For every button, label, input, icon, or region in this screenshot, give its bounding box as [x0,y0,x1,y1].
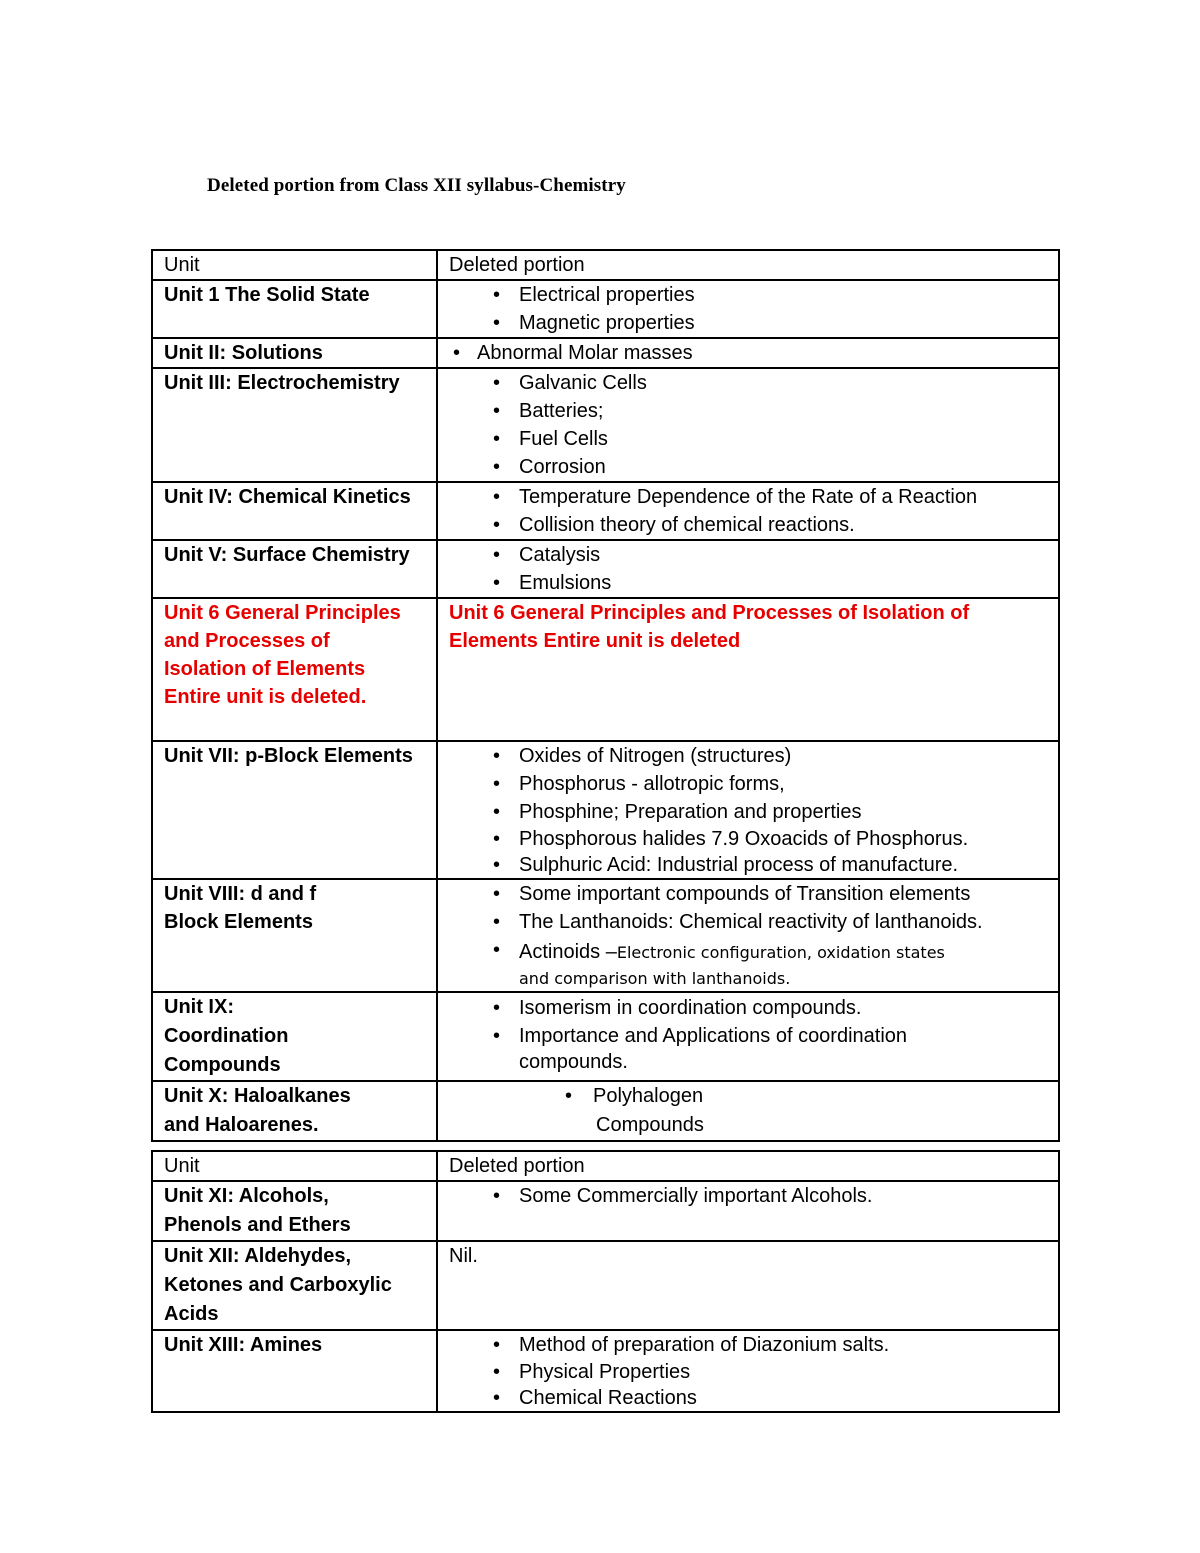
unit-cell [152,1241,437,1330]
unit-line: Acids [164,1303,219,1325]
unit-line: and Haloarenes. [164,1114,319,1136]
table-row [152,741,1059,879]
unit-cell: Unit IV: Chemical Kinetics [152,482,437,540]
list-item-line: Compounds [596,1114,704,1136]
table-row [152,368,1059,482]
list-item-detail-cont: and comparison with lanthanoids. [519,969,791,988]
list-item: • Some Commercially important Alcohols. [449,1182,1058,1210]
unit-line: Unit XII: Aldehydes, [164,1245,352,1267]
document-title: Deleted portion from Class XII syllabus-Chemistry [207,175,626,196]
deleted-cell [437,368,1059,482]
list-item: • Fuel Cells [449,425,1058,453]
list-item: • Corrosion [449,453,1058,481]
table-row [152,992,1059,1081]
list-item: • The Lanthanoids: Chemical reactivity of lanthanoids. [449,908,1058,936]
table-row [152,280,1059,338]
syllabus-table-1 [151,249,1060,1142]
deleted-cell [437,1181,1059,1241]
deleted-cell [437,741,1059,879]
deleted-cell: Nil. [437,1241,1059,1330]
deleted-cell [437,1081,1059,1141]
list-item: • Method of preparation of Diazonium salts. [449,1331,1058,1359]
deleted-cell [437,992,1059,1081]
unit-cell: Unit 1 The Solid State [152,280,437,338]
list-item: • Sulphuric Acid: Industrial process of manufacture. [449,852,1058,878]
deleted-cell [437,338,1059,368]
list-item: • Phosphine; Preparation and properties [449,798,1058,826]
table-header-row [152,250,1059,280]
table-row [152,1081,1059,1141]
list-item-lead: Actinoids – [519,941,617,963]
list-item: • Catalysis [449,541,1058,569]
list-item: • Oxides of Nitrogen (structures) [449,742,1058,770]
list-item: • Some important compounds of Transition elements [449,880,1058,908]
list-item: • Electrical properties [449,281,1058,309]
table-row-deleted-unit [152,598,1059,741]
list-item: • Importance and Applications of coordination compounds. [449,1023,1058,1075]
unit-cell: Unit XIII: Amines [152,1330,437,1412]
header-deleted-portion: Deleted portion [437,250,1059,280]
table-header-row [152,1151,1059,1181]
list-item: • Galvanic Cells [449,369,1058,397]
unit-cell [152,879,437,992]
unit-cell [152,1081,437,1141]
table-row [152,540,1059,598]
unit-cell [152,992,437,1081]
list-item: • Emulsions [449,569,1058,597]
unit-line: Ketones and Carboxylic [164,1274,392,1296]
unit-cell: Unit III: Electrochemistry [152,368,437,482]
unit-line: Unit IX: [164,996,234,1018]
unit-cell: Unit II: Solutions [152,338,437,368]
unit-line: Phenols and Ethers [164,1214,351,1236]
list-item: • Batteries; [449,397,1058,425]
header-deleted-portion: Deleted portion [437,1151,1059,1181]
unit-line: Coordination [164,1025,289,1047]
list-item: • Physical Properties [449,1359,1058,1386]
table-row [152,1330,1059,1412]
table-row [152,482,1059,540]
unit-cell [152,1181,437,1241]
list-item [449,936,1058,991]
table-row [152,879,1059,992]
deleted-cell [437,482,1059,540]
header-unit: Unit [152,1151,437,1181]
unit-line: Block Elements [164,911,313,933]
unit-cell: Unit VII: p-Block Elements [152,741,437,879]
header-unit: Unit [152,250,437,280]
deleted-cell [437,879,1059,992]
unit-line: Unit VIII: d and f [164,883,317,905]
table-row [152,338,1059,368]
deleted-cell [437,1330,1059,1412]
list-item: • Chemical Reactions [449,1386,1058,1410]
table-row [152,1181,1059,1241]
list-item: • Magnetic properties [449,309,1058,337]
syllabus-table-2 [151,1150,1060,1413]
list-item: • Abnormal Molar masses [449,339,1058,367]
unit-cell: Unit 6 General Principles and Processes of Isolation of Elements Entire unit is deleted. [152,598,437,741]
deleted-cell [437,540,1059,598]
unit-line: Compounds [164,1054,281,1076]
list-item: • Collision theory of chemical reactions. [449,511,1058,539]
list-item: • Phosphorous halides 7.9 Oxoacids of Phosphorus. [449,826,1058,852]
table-row [152,1241,1059,1330]
unit-line: Unit XI: Alcohols, [164,1185,329,1207]
list-item: • Phosphorus - allotropic forms, [449,770,1058,798]
deleted-cell: Unit 6 General Principles and Processes of Isolation of Elements Entire unit is deleted [437,598,1059,741]
list-item-detail: Electronic configuration, oxidation states [616,943,945,962]
list-item: • Temperature Dependence of the Rate of a Reaction [449,483,1058,511]
list-item-line: • Polyhalogen [593,1085,704,1107]
deleted-cell [437,280,1059,338]
unit-line: Unit X: Haloalkanes [164,1085,351,1107]
list-item: • Isomerism in coordination compounds. [449,993,1058,1023]
list-item [449,1082,1058,1140]
unit-cell: Unit V: Surface Chemistry [152,540,437,598]
